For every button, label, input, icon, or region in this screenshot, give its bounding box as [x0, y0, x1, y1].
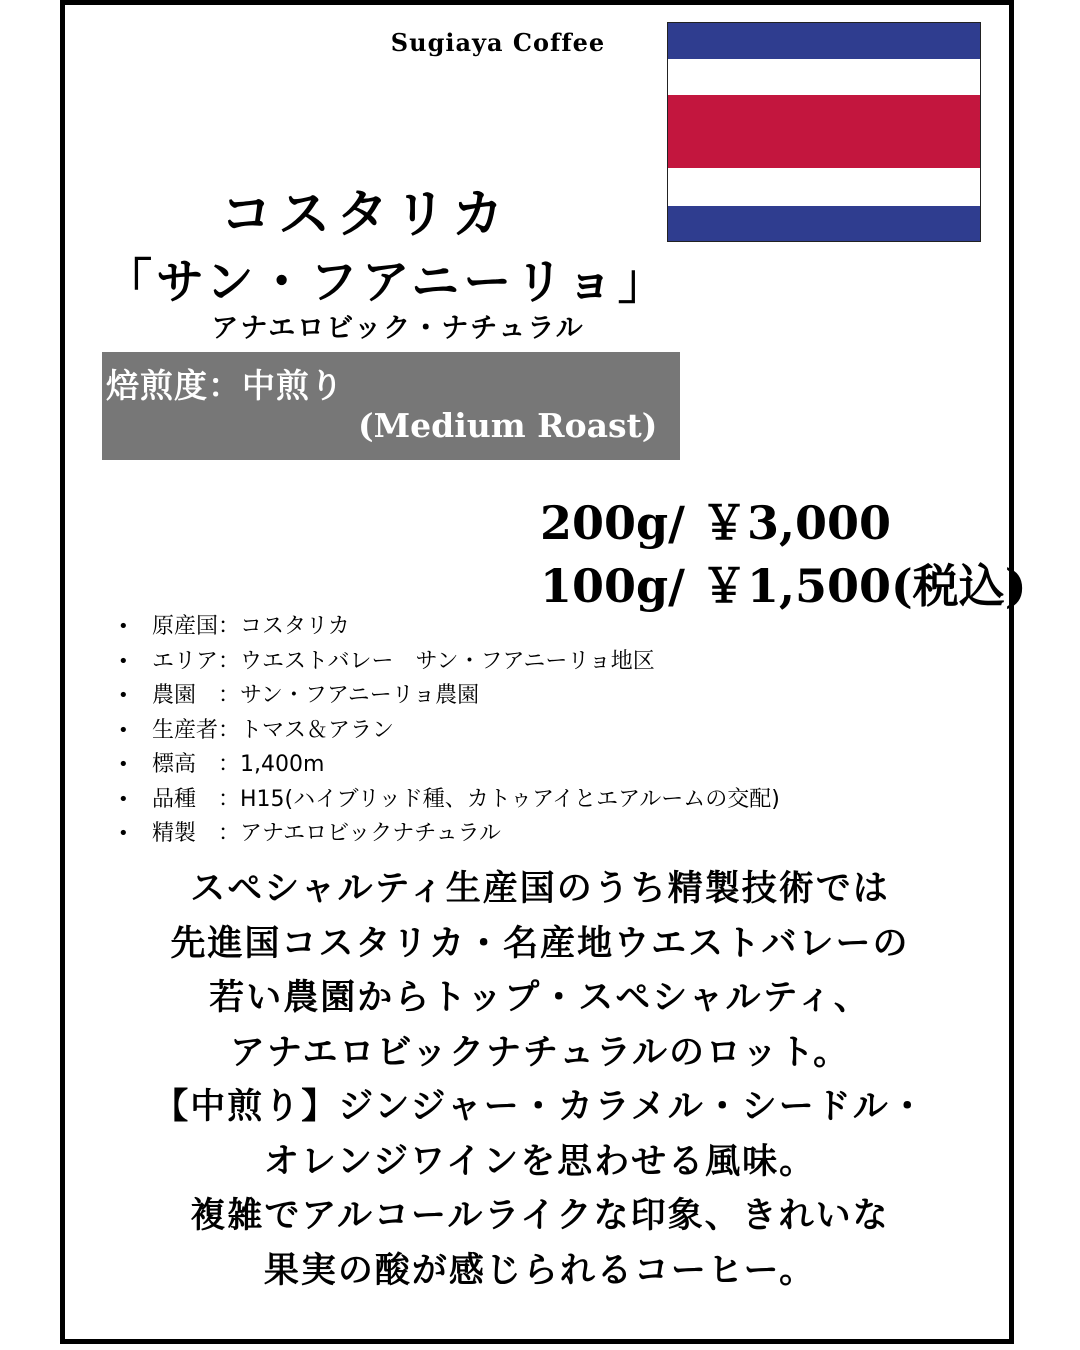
spec-item-farm	[116, 679, 780, 714]
spec-list	[116, 610, 780, 852]
description-line: オレンジワインを思わせる風味。	[263, 1140, 817, 1182]
description-line: 【中煎り】ジンジャー・カラメル・シードル・	[153, 1086, 927, 1127]
process-subtitle: アナエロビック・ナチュラル	[211, 313, 585, 344]
spec-item-variety	[116, 783, 780, 818]
roast-level-english: (Medium Roast)	[358, 406, 658, 445]
country-title: コスタリカ	[220, 184, 510, 245]
price-200g: 200g/ ￥3,000	[540, 496, 892, 550]
bullet-icon: •	[118, 685, 129, 706]
spec-text: 農園 ：サン・フアニーリョ農園	[152, 683, 480, 708]
farm-title: 「サン・フアニーリョ」	[104, 254, 670, 310]
spec-item-origin	[116, 610, 780, 645]
description-line: アナエロビックナチュラルのロット。	[229, 1031, 851, 1073]
description-line: 複雑でアルコールライクな印象、きれいな	[190, 1195, 890, 1236]
roast-level-label: 焙煎度：中煎り	[106, 366, 344, 405]
description-line: 果実の酸が感じられるコーヒー。	[263, 1249, 817, 1291]
flag-stripe-white-top	[668, 59, 980, 95]
flag-stripe-blue-top	[668, 23, 980, 59]
spec-item-area	[116, 645, 780, 680]
bullet-icon: •	[118, 719, 129, 741]
spec-text: 精製 ：アナエロビックナチュラル	[152, 821, 501, 846]
flag-stripe-blue-bottom	[668, 206, 980, 242]
brand-name: Sugiaya Coffee	[390, 28, 606, 57]
flag-stripe-white-bottom	[668, 168, 980, 206]
description	[100, 862, 980, 1298]
bullet-icon: •	[118, 788, 129, 810]
description-line: スペシャルティ生産国のうち精製技術では	[190, 868, 890, 909]
roast-level-box	[102, 352, 680, 460]
costa-rica-flag	[667, 22, 981, 242]
spec-text: 原産国：コスタリカ	[152, 614, 350, 639]
bullet-icon: •	[118, 823, 129, 844]
spec-text: 品種 ：H15(ハイブリッド種、カトゥアイとエアルームの交配)	[152, 786, 780, 812]
description-line: 先進国コスタリカ・名産地ウエストバレーの	[170, 922, 910, 964]
spec-item-altitude	[116, 748, 780, 783]
price-100g: 100g/ ￥1,500(税込)	[540, 559, 1027, 613]
description-line: 若い農園からトップ・スペシャルティ、	[209, 977, 871, 1018]
spec-text: 生産者：トマス＆アラン	[152, 717, 395, 743]
bullet-icon: •	[118, 616, 129, 637]
spec-text: エリア：ウエストバレー サン・フアニーリョ地区	[152, 648, 655, 674]
spec-item-producer	[116, 714, 780, 749]
spec-text: 標高 ：1,400m	[152, 752, 325, 777]
flag-stripe-red	[668, 95, 980, 168]
bullet-icon: •	[118, 650, 129, 672]
spec-item-process	[116, 817, 780, 852]
bullet-icon: •	[118, 754, 129, 775]
